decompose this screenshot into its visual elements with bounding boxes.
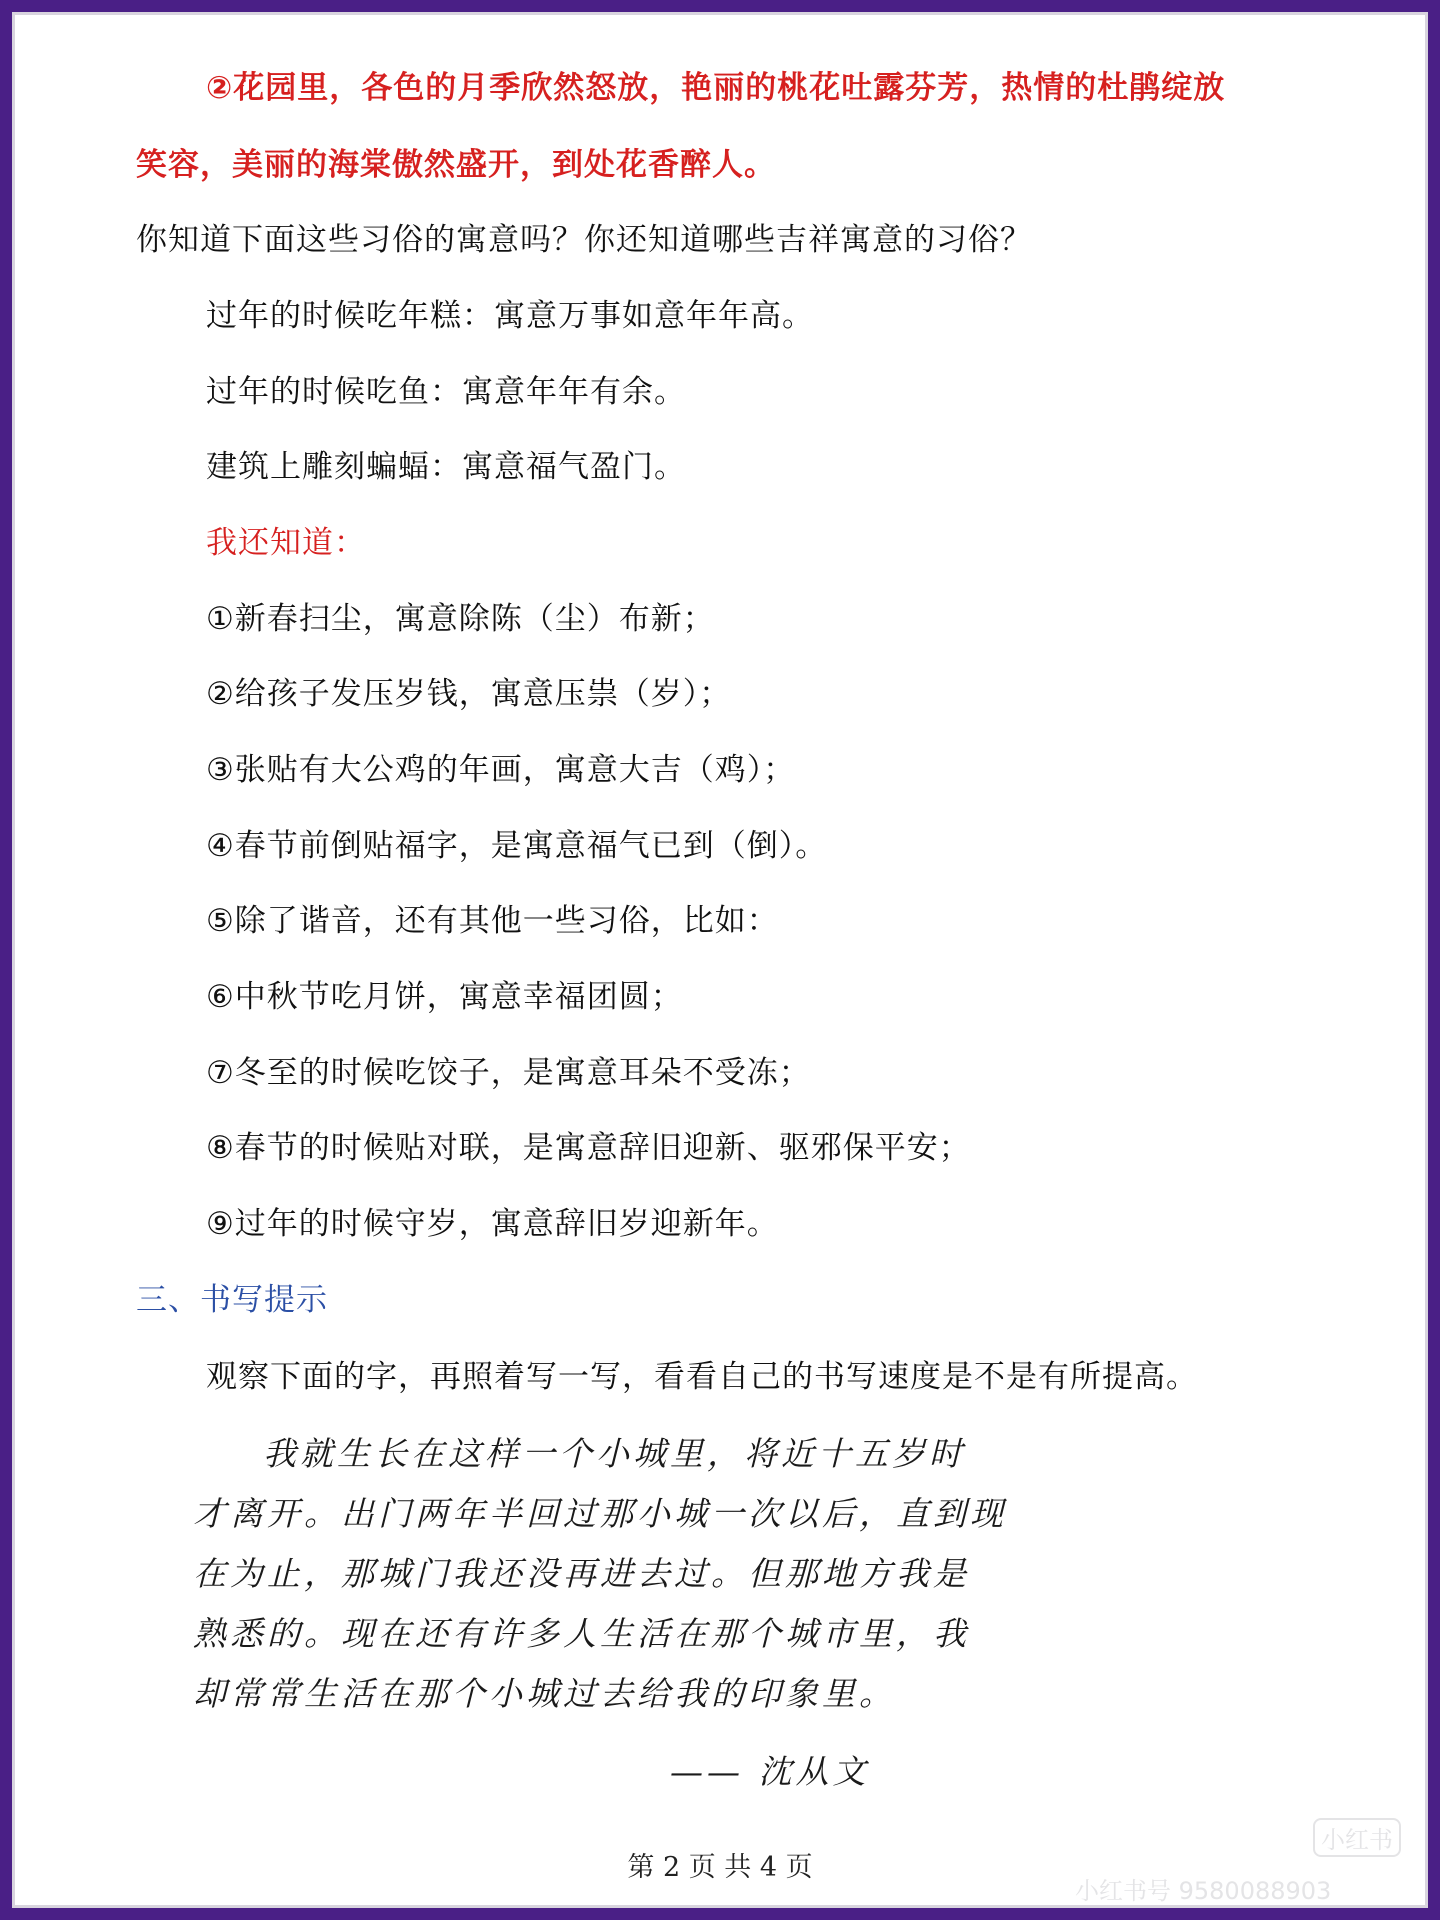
section-3-heading: 三、书写提示	[136, 1282, 328, 1318]
handwriting-line: 熟悉的。现在还有许多人生活在那个城市里，我	[193, 1614, 970, 1653]
i-know-item: ①新春扫尘，寓意除陈（尘）布新；	[206, 601, 715, 637]
handwriting-line: 才离开。出门两年半回过那小城一次以后，直到现	[193, 1494, 1007, 1533]
i-know-item: ④春节前倒贴福字，是寓意福气已到（倒）。	[206, 828, 828, 864]
document-page	[12, 12, 1428, 1908]
i-know-label: 我还知道：	[206, 525, 366, 561]
i-know-item: ⑤除了谐音，还有其他一些习俗，比如：	[206, 903, 779, 939]
watermark-id: 小红书号 9580088903	[1075, 1877, 1332, 1905]
paragraph-2-line-1: ②花园里，各色的月季欣然怒放，艳丽的桃花吐露芬芳，热情的杜鹃绽放	[206, 70, 1226, 106]
custom-item: 过年的时候吃鱼：寓意年年有余。	[206, 374, 686, 410]
i-know-item: ⑦冬至的时候吃饺子，是寓意耳朵不受冻；	[206, 1055, 811, 1091]
handwriting-line: 却常常生活在那个小城过去给我的印象里。	[193, 1674, 896, 1713]
i-know-item: ③张贴有大公鸡的年画，寓意大吉（鸡）；	[206, 752, 796, 788]
question-text: 你知道下面这些习俗的寓意吗？你还知道哪些吉祥寓意的习俗？	[136, 222, 1032, 258]
writing-instruction: 观察下面的字，再照着写一写，看看自己的书写速度是不是有所提高。	[206, 1359, 1198, 1395]
i-know-item: ⑧春节的时候贴对联，是寓意辞旧迎新、驱邪保平安；	[206, 1130, 971, 1166]
handwriting-line: 我就生长在这样一个小城里，将近十五岁时	[263, 1434, 966, 1473]
i-know-item: ⑨过年的时候守岁，寓意辞旧岁迎新年。	[206, 1206, 779, 1242]
paragraph-2-line-2: 笑容，美丽的海棠傲然盛开，到处花香醉人。	[136, 147, 776, 183]
watermark-logo: 小红书	[1313, 1818, 1401, 1857]
i-know-item: ⑥中秋节吃月饼，寓意幸福团圆；	[206, 979, 683, 1015]
custom-item: 过年的时候吃年糕：寓意万事如意年年高。	[206, 298, 814, 334]
page-footer: 第 2 页 共 4 页	[627, 1852, 813, 1883]
i-know-item: ②给孩子发压岁钱，寓意压祟（岁）；	[206, 676, 732, 712]
handwriting-line: 在为止，那城门我还没再进去过。但那地方我是	[193, 1554, 970, 1593]
custom-item: 建筑上雕刻蝙蝠：寓意福气盈门。	[206, 449, 686, 485]
handwriting-signature: —— 沈从文	[670, 1752, 870, 1791]
